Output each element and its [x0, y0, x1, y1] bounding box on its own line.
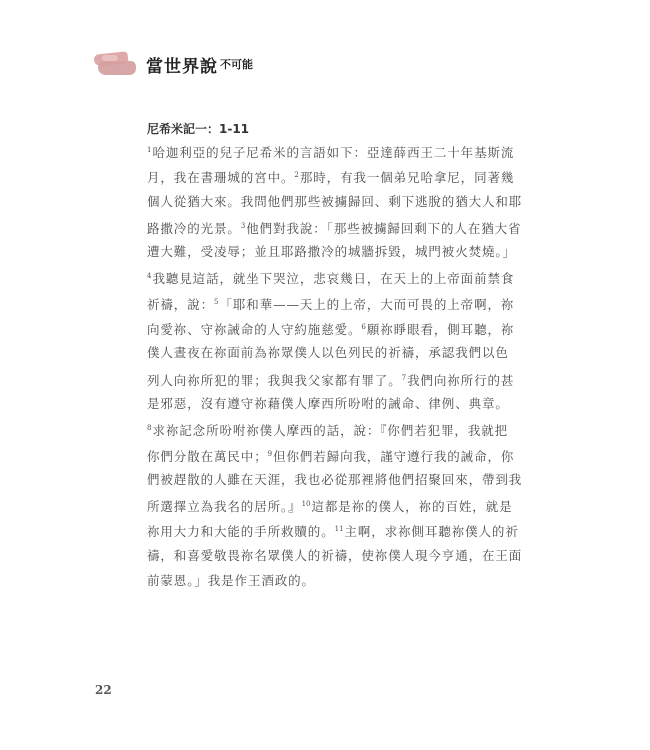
verse-number: 2	[294, 171, 299, 180]
verse-text: 遭大難，受凌辱；並且耶路撒冷的城牆拆毀，城門被火焚燒。」	[147, 244, 516, 260]
text-line	[147, 416, 507, 441]
text-line	[147, 467, 523, 492]
verse-text: 所選擇立為我名的居所。』	[147, 499, 302, 515]
text-line	[147, 290, 515, 315]
text-line	[147, 366, 515, 391]
text-line	[147, 239, 516, 264]
text-line	[147, 340, 507, 365]
verse-text: 「耶和華——天上的上帝，大而可畏的上帝啊，祢	[219, 296, 515, 312]
verse-text: 你們分散在萬民中；	[147, 448, 268, 464]
scripture-passage	[147, 138, 523, 593]
verse-text: 那時，有我一個弟兄哈拿尼，同著幾	[299, 170, 515, 186]
page-number: 22	[95, 683, 112, 697]
text-line	[147, 517, 519, 542]
text-line	[147, 214, 522, 239]
book-subtitle: 不可能	[220, 58, 253, 71]
text-line	[147, 442, 515, 467]
verse-text: 這都是祢的僕人，祢的百姓，就是	[311, 499, 513, 515]
verse-text: 禱，和喜愛敬畏祢名眾僕人的祈禱，使祢僕人現今亨通，在王面	[147, 547, 523, 563]
verse-text: 主啊，求祢側耳聽祢僕人的祈	[344, 524, 519, 540]
verse-number: 7	[401, 373, 407, 382]
text-line	[147, 264, 515, 289]
verse-text: 祢用大力和大能的手所救贖的。	[147, 524, 335, 540]
text-line	[147, 138, 515, 163]
verse-text: 個人從猶大來。我問他們那些被擄歸回、剩下逃脫的猶大人和耶	[147, 193, 523, 209]
text-line	[147, 189, 523, 214]
verse-text: 前蒙恩。」我是作王酒政的。	[147, 573, 315, 589]
verse-text: 我聽見這話，就坐下哭泣，悲哀幾日，在天上的上帝面前禁食	[152, 271, 515, 287]
verse-number: 1	[147, 146, 152, 154]
running-header	[92, 48, 253, 80]
text-line	[147, 543, 523, 568]
verse-number: 5	[214, 297, 219, 306]
verse-text: 路撒冷的光景。	[147, 220, 241, 236]
verse-number: 3	[240, 221, 246, 230]
verse-text: 向愛祢、守祢誡命的人守約施慈愛。	[147, 322, 362, 338]
verse-text: 是邪惡，沒有遵守祢藉僕人摩西所吩咐的誡命、律例、典章。	[147, 395, 509, 411]
verse-text: 哈迦利亞的兒子尼希米的言語如下：亞達薛西王二十年基斯流	[152, 145, 515, 160]
text-line	[147, 391, 507, 416]
verse-text: 他們對我說：「那些被擄歸回剩下的人在猶大省	[246, 220, 522, 236]
verse-text: 月，我在書珊城的宮中。	[147, 170, 295, 186]
verse-number: 4	[147, 272, 152, 281]
text-line	[147, 315, 515, 340]
verse-number: 11	[334, 525, 344, 534]
book-title: 當世界說	[146, 56, 218, 77]
verse-text: 求祢記念所吩咐祢僕人摩西的話，說：『你們若犯罪，我就把	[152, 423, 509, 439]
text-line	[147, 163, 515, 188]
verse-number: 9	[267, 449, 273, 458]
verse-number: 6	[361, 323, 366, 332]
verse-text: 們被趕散的人雖在天涯，我也必從那裡將他們招聚回來，帶到我	[147, 471, 523, 487]
verse-text: 列人向祢所犯的罪；我與我父家都有罪了。	[147, 372, 402, 388]
verse-number: 10	[301, 500, 311, 509]
book-stack-icon	[92, 51, 136, 77]
verse-number: 8	[147, 424, 152, 433]
verse-text: 但你們若歸向我，謹守遵行我的誡命，你	[273, 448, 515, 464]
verse-text: 我們向祢所行的甚	[407, 372, 515, 388]
verse-text: 僕人晝夜在祢面前為祢眾僕人以色列民的祈禱，承認我們以色	[147, 345, 509, 361]
scripture-reference-heading: 尼希米記一：1-11	[147, 122, 250, 136]
text-line	[147, 492, 513, 517]
verse-text: 祈禱，說：	[147, 296, 215, 312]
text-line	[147, 568, 507, 593]
verse-text: 願祢睜眼看，側耳聽，祢	[366, 322, 515, 338]
